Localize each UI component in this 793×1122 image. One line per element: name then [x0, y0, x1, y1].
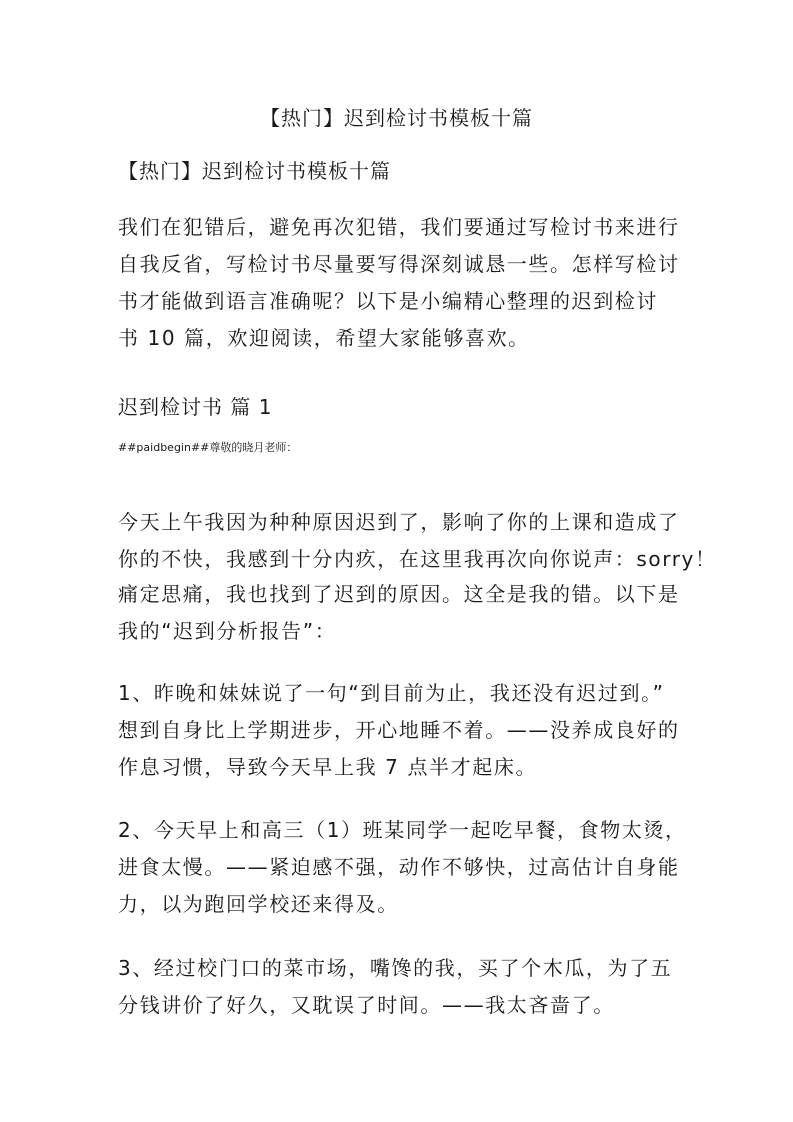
body-line: 想到自身比上学期进步，开心地睡不着。——没养成良好的 — [118, 718, 680, 742]
body-line: 力，以为跑回学校还来得及。 — [118, 892, 399, 916]
document-title: 【热门】迟到检讨书模板十篇 — [260, 106, 533, 130]
body-line: 今天上午我因为种种原因迟到了，影响了你的上课和造成了 — [118, 510, 680, 534]
body-line: 3、经过校门口的菜市场，嘴馋的我，买了个木瓜，为了五 — [118, 956, 673, 980]
intro-line: 我们在犯错后，避免再次犯错，我们要通过写检讨书来进行 — [118, 215, 680, 239]
document-subtitle: 【热门】迟到检讨书模板十篇 — [118, 159, 391, 183]
body-paragraph-2 — [118, 576, 678, 650]
body-line: 我的“迟到分析报告”： — [118, 619, 337, 643]
intro-line: 自我反省，写检讨书尽量要写得深刻诚恳一些。怎样写检讨 — [118, 252, 680, 276]
body-paragraph-5 — [118, 950, 678, 1024]
body-paragraph-3 — [118, 675, 678, 786]
body-line: 痛定思痛，我也找到了迟到的原因。这全是我的错。以下是 — [118, 582, 680, 606]
body-line: 分钱讲价了好久，又耽误了时间。——我太吝啬了。 — [118, 993, 615, 1017]
body-line: 你的不快，我感到十分内疚，在这里我再次向你说声：sorry！ — [118, 547, 717, 571]
intro-paragraph — [118, 209, 678, 357]
body-paragraph-4 — [118, 812, 687, 923]
body-paragraph-1 — [118, 504, 717, 578]
salutation: ##paidbegin##尊敬的晓月老师： — [118, 441, 298, 454]
section-heading: 迟到检讨书 篇 1 — [118, 395, 273, 419]
body-line: 1、昨晚和妹妹说了一句“到目前为止，我还没有迟过到。” — [118, 681, 665, 705]
body-line: 2、今天早上和高三（1）班某同学一起吃早餐，食物太烫， — [118, 818, 687, 842]
intro-line: 书才能做到语言准确呢？以下是小编精心整理的迟到检讨 — [118, 289, 658, 313]
body-line: 作息习惯，导致今天早上我 7 点半才起床。 — [118, 755, 538, 779]
body-line: 进食太慢。——紧迫感不强，动作不够快，过高估计自身能 — [118, 855, 680, 879]
intro-line: 书 10 篇，欢迎阅读，希望大家能够喜欢。 — [118, 326, 530, 350]
